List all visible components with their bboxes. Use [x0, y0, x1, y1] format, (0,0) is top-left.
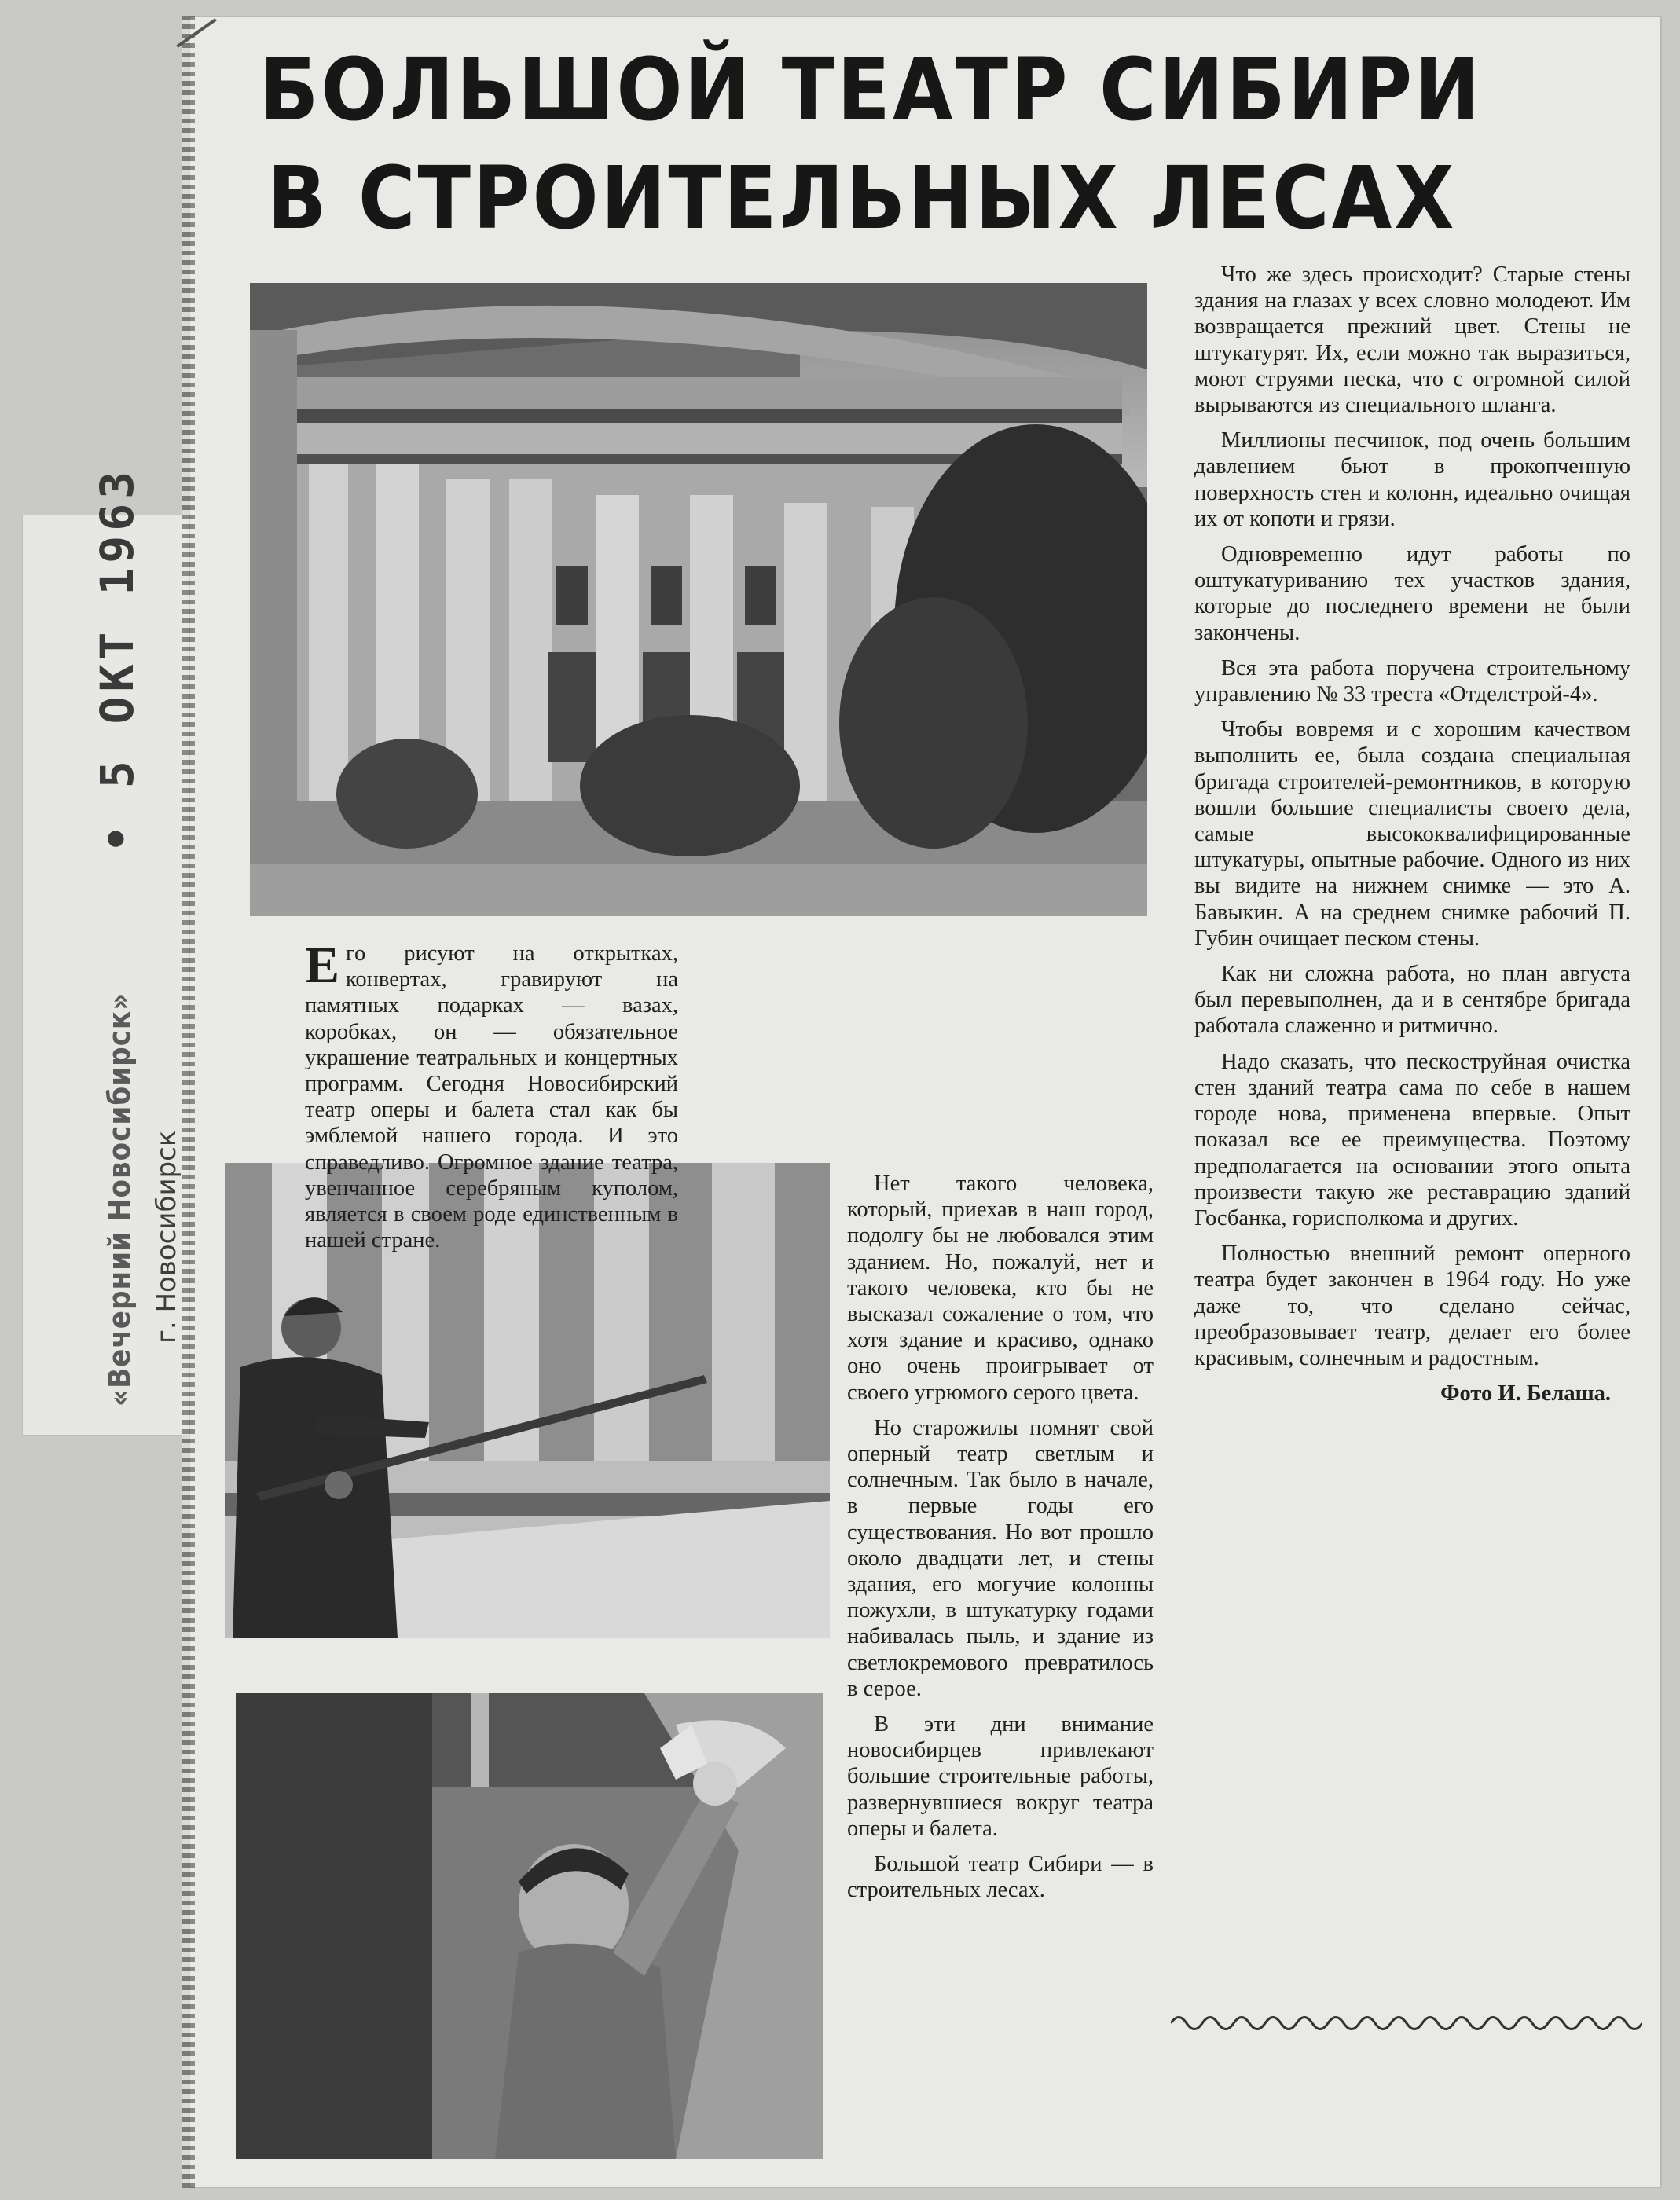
drop-cap: Е — [305, 937, 340, 994]
paragraph-brigade: Чтобы вовремя и с хорошим качеством выполнить ее, была создана специальная бригада строителей-ремонтников, в которую вошли большие специалисты своего дела, самые высококвалифицированные штукатуры, опытные рабочие. Одного из них вы видите на нижнем снимке — это А. Бавыкин. А на среднем снимке рабочий П. Губин очищает песком стены. — [1194, 717, 1630, 951]
intro-text: го рисуют на открытках, конвертах, гравируют на памятных подарках — вазах, коробках, он — обязательное украшение театральных и концертных программ. Сегодня Новосибирский театр оперы и балета стал как бы эмблемой нашего города. И это справедливо. Огромное здание театра, увенчанное серебряным куполом, является в своем роде единственным в нашей стране. — [305, 941, 678, 1253]
article-column-3 — [1194, 262, 1630, 1416]
article-column-2 — [847, 1171, 1154, 1912]
paragraph-sand-grains: Миллионы песчинок, под очень большим давлением бьют в прокопченную поверхность стен и колонн, идеально очищая их от копоти и грязи. — [1194, 428, 1630, 531]
newspaper-name-stamp: «Вечерний Новосибирск» — [102, 992, 137, 1406]
paragraph-no-such-person: Нет такого человека, который, приехав в наш город, подолгу бы не любовался этим зданием. Но, пожалуй, нет и такого человека, кто бы не высказал сожаление о том, что хотя здание и красиво, однако оно очень проигрывает от своего угрюмого серого цвета. — [847, 1172, 1154, 1405]
photo-credit: Фото И. Белаша. — [1440, 1381, 1611, 1406]
paragraph-completion: Полностью внешний ремонт оперного театра будет закончен в 1964 году. Но уже даже то, что сделано сейчас, преобразовывает театр, делает его более красивым, солнечным и радостным. — [1194, 1241, 1630, 1370]
torn-edge-bottom — [1171, 2011, 1642, 2035]
paragraph-scaffolding: Большой театр Сибири — в строительных лесах. — [847, 1852, 1154, 1903]
paragraph-old-residents: Но старожилы помнят свой оперный театр светлым и солнечным. Так было в начале, в первые годы его существования. Но вот прошло около двадцати лет, и стены здания, его могучие колонны пожухли, в штукатурку годами набивалась пыль, и здание из светлокремового превратилось в серое. — [847, 1415, 1154, 1701]
article-headline — [259, 35, 1595, 252]
torn-edge — [182, 16, 195, 2188]
paragraph-trust: Вся эта работа поручена строительному управлению № 33 треста «Отделстрой-4». — [1194, 655, 1630, 707]
paragraph-what-happens: Что же здесь происходит? Старые стены здания на глазах у всех словно молодеют. Им возвращается прежний цвет. Стены не штукатурят. Их, если можно так выразиться, моют струями песка, что с огромной силой вырываются из специального шланга. — [1194, 262, 1630, 418]
headline-line-1: БОЛЬШОЙ ТЕАТР СИБИРИ — [259, 39, 1482, 140]
theatre-facade-photo — [250, 283, 1147, 916]
paragraph-sandblasting: Надо сказать, что пескоструйная очистка стен зданий театра сама по себе в нашем городе нова, применена впервые. Опыт показал все ее преимущества. Поэтому предполагается на основании этого опыта произвести такую же реставрацию зданий Госбанка, горисполкома и других. — [1194, 1049, 1630, 1230]
paragraph-construction-works: В эти дни внимание новосибирцев привлекают большие строительные работы, развернувшиеся вокруг театра оперы и балета. — [847, 1712, 1154, 1841]
date-stamp: • 5 ОКТ 1963 — [90, 466, 144, 852]
city-stamp: г. Новосибирск — [151, 1130, 182, 1344]
paragraph-plan: Как ни сложна работа, но план августа был перевыполнен, да и в сентябре бригада работала слаженно и ритмично. — [1194, 962, 1630, 1039]
article-column-1 — [305, 937, 678, 1263]
paragraph-plastering: Одновременно идут работы по оштукатуриванию тех участков здания, которые до последнего времени не были закончены. — [1194, 542, 1630, 645]
article-intro-paragraph — [305, 937, 678, 1253]
headline-line-2: В СТРОИТЕЛЬНЫХ ЛЕСАХ — [267, 148, 1457, 248]
worker-plastering-photo — [236, 1693, 823, 2159]
